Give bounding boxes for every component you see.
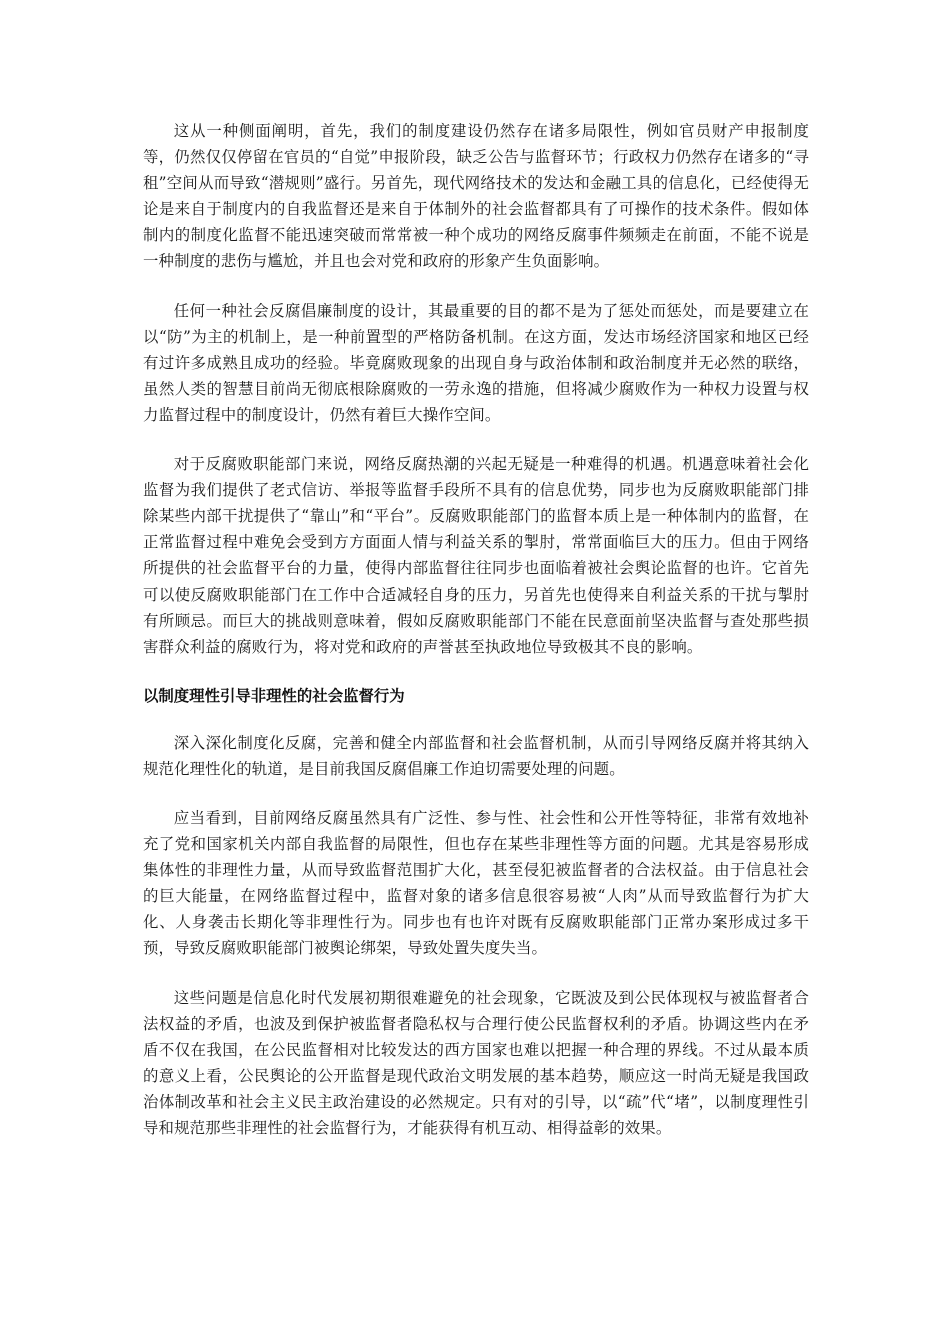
paragraph-6: 这些问题是信息化时代发展初期很难避免的社会现象，它既波及到公民体现权与被监督者合法权益的矛盾，也波及到保护被监督者隐私权与合理行使公民监督权利的矛盾。协调这些内在矛盾不仅在我国，在公民监督相对比较发达的西方国家也难以把握一种合理的界线。不过从最本质的意义上看，公民舆论的公开监督是现代政治文明发展的基本趋势，顺应这一时尚无疑是我国政治体制改革和社会主义民主政治建设的必然规定。只有对的引导，以“疏”代“堵”，以制度理性引导和规范那些非理性的社会监督行为，才能获得有机互动、相得益彰的效果。 <box>143 988 809 1137</box>
paragraph-2: 任何一种社会反腐倡廉制度的设计，其最重要的目的都不是为了惩处而惩处，而是要建立在以“防”为主的机制上，是一种前置型的严格防备机制。在这方面，发达市场经济国家和地区已经有过许多成熟且成功的经验。毕竟腐败现象的出现自身与政治体制和政治制度并无必然的联络，虽然人类的智慧目前尚无彻底根除腐败的一劳永逸的措施，但将减少腐败作为一种权力设置与权力监督过程中的制度设计，仍然有着巨大操作空间。 <box>143 301 809 424</box>
paragraph-3: 对于反腐败职能部门来说，网络反腐热潮的兴起无疑是一种难得的机遇。机遇意味着社会化监督为我们提供了老式信访、举报等监督手段所不具有的信息优势，同步也为反腐败职能部门排除某些内部干扰提供了“靠山”和“平台”。反腐败职能部门的监督本质上是一种体制内的监督，在正常监督过程中难免会受到方方面面人情与利益关系的掣肘，常常面临巨大的压力。但由于网络所提供的社会监督平台的力量，使得内部监督往往同步也面临着被社会舆论监督的也许。它首先可以使反腐败职能部门在工作中合适减轻自身的压力，另首先也使得来自利益关系的干扰与掣肘有所顾忌。而巨大的挑战则意味着，假如反腐败职能部门不能在民意面前坚决监督与查处那些损害群众利益的腐败行为，将对党和政府的声誉甚至执政地位导致极其不良的影响。 <box>143 455 809 656</box>
section-heading: 以制度理性引导非理性的社会监督行为 <box>143 686 405 705</box>
paragraph-4: 深入深化制度化反腐，完善和健全内部监督和社会监督机制，从而引导网络反腐并将其纳入规范化理性化的轨道，是目前我国反腐倡廉工作迫切需要处理的问题。 <box>143 733 809 778</box>
paragraph-5: 应当看到，目前网络反腐虽然具有广泛性、参与性、社会性和公开性等特征，非常有效地补充了党和国家机关内部自我监督的局限性，但也存在某些非理性等方面的问题。尤其是容易形成集体性的非理性力量，从而导致监督范围扩大化，甚至侵犯被监督者的合法权益。由于信息社会的巨大能量，在网络监督过程中，监督对象的诸多信息很容易被“人肉”从而导致监督行为扩大化、人身袭击长期化等非理性行为。同步也有也许对既有反腐败职能部门正常办案形成过多干预，导致反腐败职能部门被舆论绑架，导致处置失度失当。 <box>143 808 809 958</box>
paragraph-1: 这从一种侧面阐明，首先，我们的制度建设仍然存在诸多局限性，例如官员财产申报制度等，仍然仅仅停留在官员的“自觉”申报阶段，缺乏公告与监督环节；行政权力仍然存在诸多的“寻租”空间从而导致“潜规则”盛行。另首先，现代网络技术的发达和金融工具的信息化，已经使得无论是来自于制度内的自我监督还是来自于体制外的社会监督都具有了可操作的技术条件。假如体制内的制度化监督不能迅速突破而常常被一种个成功的网络反腐事件频频走在前面，不能不说是一种制度的悲伤与尴尬，并且也会对党和政府的形象产生负面影响。 <box>143 122 809 271</box>
document-page <box>143 118 809 1164</box>
